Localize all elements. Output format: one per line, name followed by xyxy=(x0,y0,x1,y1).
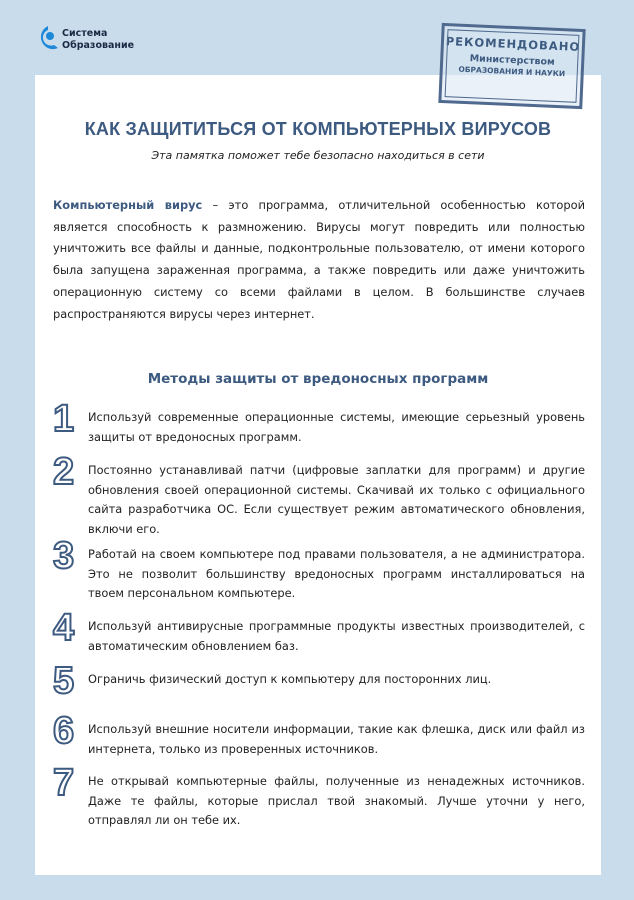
item-number: 7 xyxy=(53,762,75,804)
logo-text xyxy=(62,28,134,52)
item-text: Используй антивирусные программные продукты известных производителей, с автоматическим обновлением баз. xyxy=(88,619,585,653)
intro-paragraph xyxy=(53,195,585,325)
item-text: Используй современные операционные системы, имеющие серьезный уровень защиты от вредоносных программ. xyxy=(88,410,585,444)
item-number: 3 xyxy=(53,535,75,577)
item-text: Ограничь физический доступ к компьютеру для посторонних лиц. xyxy=(88,672,492,686)
stamp-line2: Министерством xyxy=(469,53,556,68)
item-text: Постоянно устанавливай патчи (цифровые заплатки для программ) и другие обновления своей операционной системы. Скачивай их только с официального сайта разработчика ОС. Если существует режим автоматического обновления, включи его. xyxy=(88,463,585,536)
item-number: 4 xyxy=(53,607,75,649)
document-sheet xyxy=(35,75,601,875)
item-number: 5 xyxy=(53,660,75,702)
logo-line1: Система xyxy=(62,28,108,39)
stamp-line3: ОБРАЗОВАНИЯ И НАУКИ xyxy=(458,64,566,79)
intro-term: Компьютерный вирус xyxy=(53,198,203,212)
intro-text: – это программа, отличительной особенностью которой является способность к размножению. Вирусы могут повредить или полностью уничтожить все файлы и данные, подконтрольные пользователю, от имени которого была запущена зараженная программа, а также повредить или даже уничтожить операционную систему со всеми файлами в целом. В большинстве случаев распространяются вирусы через интернет. xyxy=(53,198,585,321)
item-number: 6 xyxy=(53,710,75,752)
page-subtitle: Эта памятка поможет тебе безопасно находиться в сети xyxy=(151,149,485,162)
item-text: Используй внешние носители информации, такие как флешка, диск или файл из интернета, только из проверенных источников. xyxy=(88,722,585,756)
approval-stamp xyxy=(438,23,585,109)
item-text: Работай на своем компьютере под правами пользователя, а не администратора. Это не позволит большинству вредоносных программ инсталлироваться на твоем персональном компьютере. xyxy=(88,547,585,600)
logo-icon xyxy=(34,24,60,54)
methods-title: Методы защиты от вредоносных программ xyxy=(147,371,489,387)
item-number: 1 xyxy=(53,398,75,440)
logo xyxy=(34,22,154,62)
stamp-line1: РЕКОМЕНДОВАНО xyxy=(445,34,581,54)
logo-line2: Образование xyxy=(62,40,135,51)
page-title: КАК ЗАЩИТИТЬСЯ ОТ КОМПЬЮТЕРНЫХ ВИРУСОВ xyxy=(84,119,552,139)
item-number: 2 xyxy=(53,451,75,493)
item-text: Не открывай компьютерные файлы, полученные из ненадежных источников. Даже те файлы, которые прислал твой знакомый. Лучше уточни у него, отправлял ли он тебе их. xyxy=(88,774,585,827)
